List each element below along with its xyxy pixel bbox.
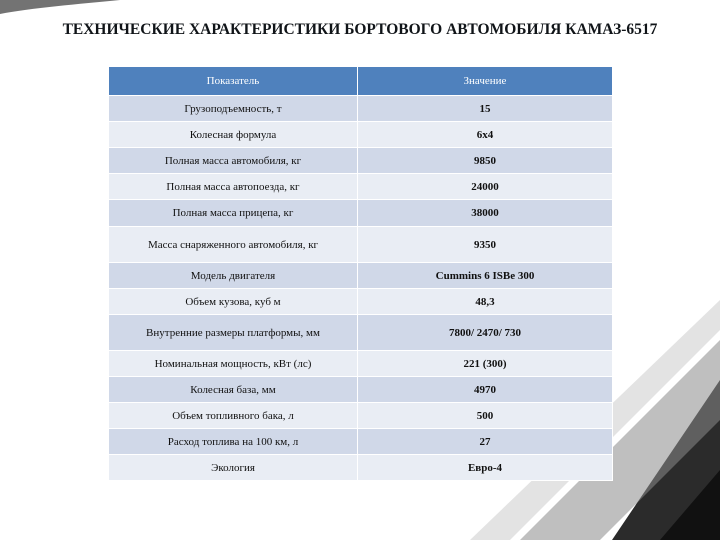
specifications-table [108,66,613,481]
column-header-value: Значение [358,67,613,96]
param-cell: Полная масса автомобиля, кг [109,148,358,174]
param-cell: Полная масса прицепа, кг [109,200,358,227]
value-cell: 4970 [358,377,613,403]
param-cell: Колесная база, мм [109,377,358,403]
param-cell: Объем кузова, куб м [109,289,358,315]
value-cell: 9850 [358,148,613,174]
value-cell: 221 (300) [358,351,613,377]
table-row [109,351,613,377]
param-cell: Внутренние размеры платформы, мм [109,315,358,351]
param-cell: Колесная формула [109,122,358,148]
value-cell: 27 [358,429,613,455]
value-cell: 6х4 [358,122,613,148]
table-row [109,200,613,227]
value-cell: 500 [358,403,613,429]
table-row [109,174,613,200]
top-left-swoosh [0,0,120,14]
param-cell: Экология [109,455,358,481]
table-row [109,455,613,481]
table-row [109,122,613,148]
param-cell: Грузоподъемность, т [109,96,358,122]
slide-title: ТЕХНИЧЕСКИЕ ХАРАКТЕРИСТИКИ БОРТОВОГО АВТОМОБИЛЯ КАМАЗ-6517 [62,21,658,38]
param-cell: Номинальная мощность, кВт (лс) [109,351,358,377]
param-cell: Полная масса автопоезда, кг [109,174,358,200]
column-header-param: Показатель [109,67,358,96]
param-cell: Расход топлива на 100 км, л [109,429,358,455]
value-cell: Евро-4 [358,455,613,481]
param-cell: Масса снаряженного автомобиля, кг [109,227,358,263]
value-cell: 7800/ 2470/ 730 [358,315,613,351]
value-cell: 38000 [358,200,613,227]
table-row [109,263,613,289]
table-row [109,227,613,263]
param-cell: Модель двигателя [109,263,358,289]
value-cell: Cummins 6 ISBe 300 [358,263,613,289]
table-row [109,96,613,122]
table-header-row [109,67,613,96]
table-row [109,403,613,429]
table-row [109,148,613,174]
table-row [109,289,613,315]
table-row [109,429,613,455]
value-cell: 15 [358,96,613,122]
param-cell: Объем топливного бака, л [109,403,358,429]
value-cell: 48,3 [358,289,613,315]
value-cell: 24000 [358,174,613,200]
table-row [109,377,613,403]
value-cell: 9350 [358,227,613,263]
table-row [109,315,613,351]
